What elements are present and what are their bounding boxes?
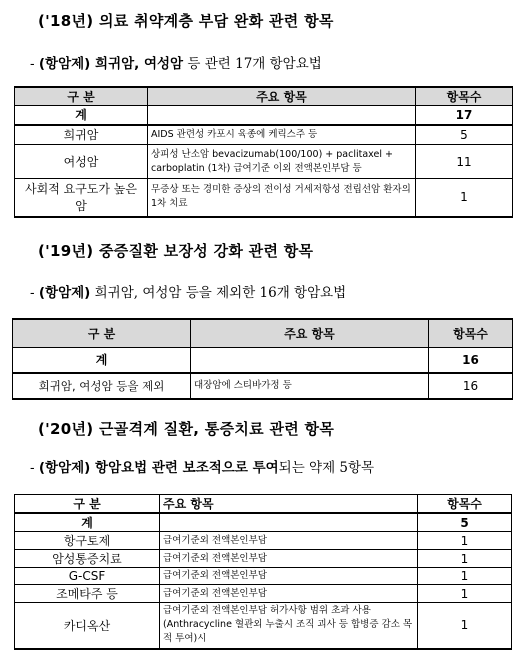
table-row: [15, 532, 512, 550]
total-desc: [160, 513, 418, 532]
total-count: 5: [418, 513, 512, 532]
row-desc: 급여기준외 전액본인부담: [160, 585, 418, 603]
total-row: [15, 513, 512, 532]
table-row: [15, 603, 512, 649]
row-count: 1: [418, 550, 512, 568]
row-label: 조메타주 등: [15, 585, 160, 603]
table-row: [15, 145, 513, 179]
header-category: 구 분: [15, 87, 148, 106]
header-main-items: 주요 항목: [191, 319, 429, 347]
section2-subtitle: - (항암제) 희귀암, 여성암 등을 제외한 16개 항암요법: [30, 285, 347, 301]
row-label: 희귀암: [15, 125, 148, 145]
table-row: [13, 373, 513, 399]
header-count: 항목수: [418, 495, 512, 514]
row-label: G-CSF: [15, 568, 160, 585]
row-count: 1: [418, 603, 512, 649]
section1-title: ('18년) 의료 취약계층 부담 완화 관련 항목: [38, 12, 334, 30]
row-count: 5: [416, 125, 513, 145]
total-row: [15, 106, 513, 125]
row-desc: 급여기준외 전액본인부담 허가사항 범위 초과 사용(Anthracycline 혈관외 누출시 조직 괴사 등 합병증 감소 목적 투여)시: [160, 603, 418, 649]
row-label: 여성암: [15, 145, 148, 179]
row-desc: 급여기준외 전액본인부담: [160, 550, 418, 568]
row-desc: 상피성 난소암 bevacizumab(100/100) + paclitaxel + carboplatin (1차) 급여기준 이외 전액본인부담 등: [148, 145, 416, 179]
row-desc: 급여기준외 전액본인부담: [160, 568, 418, 585]
header-category: 구 분: [15, 495, 160, 514]
section3-subtitle: - (항암제) 항암요법 관련 보조적으로 투여되는 약제 5항목: [30, 460, 375, 476]
table-row: [15, 125, 513, 145]
row-label: 암성통증치료: [15, 550, 160, 568]
section2-table: [12, 318, 513, 400]
table-header-row: [15, 87, 513, 106]
section2-subtitle-bold: (항암제): [38, 285, 91, 301]
table-row: [15, 550, 512, 568]
section1-subtitle-rest: 등 관련 17개 항암요법: [183, 56, 322, 72]
section1-subtitle-bold: (항암제) 희귀암, 여성암: [38, 56, 184, 72]
header-main-items: 주요 항목: [148, 87, 416, 106]
total-count: 17: [416, 106, 513, 125]
row-count: 16: [429, 373, 513, 399]
total-label: 계: [15, 513, 160, 532]
row-count: 1: [418, 532, 512, 550]
section1-table: [14, 86, 513, 218]
row-label: 카디옥산: [15, 603, 160, 649]
table-header-row: [15, 495, 512, 514]
total-label: 계: [13, 347, 191, 373]
section1-subtitle: - (항암제) 희귀암, 여성암 등 관련 17개 항암요법: [30, 56, 322, 72]
table-row: [15, 179, 513, 217]
table-row: [15, 585, 512, 603]
header-count: 항목수: [429, 319, 513, 347]
row-desc: 대장암에 스티바가정 등: [191, 373, 429, 399]
row-label: 희귀암, 여성암 등을 제외: [13, 373, 191, 399]
row-label: 사회적 요구도가 높은 암: [15, 179, 148, 217]
row-desc: AIDS 관련성 카포시 육종에 케릭스주 등: [148, 125, 416, 145]
row-desc: 급여기준외 전액본인부담: [160, 532, 418, 550]
row-count: 1: [418, 568, 512, 585]
section2-title: ('19년) 중증질환 보장성 강화 관련 항목: [38, 242, 314, 260]
total-desc: [148, 106, 416, 125]
section3-title: ('20년) 근골격계 질환, 통증치료 관련 항목: [38, 420, 335, 438]
row-label: 항구토제: [15, 532, 160, 550]
row-count: 1: [416, 179, 513, 217]
row-count: 1: [418, 585, 512, 603]
table-header-row: [13, 319, 513, 347]
section3-table: [14, 494, 512, 650]
total-count: 16: [429, 347, 513, 373]
header-category: 구 분: [13, 319, 191, 347]
header-count: 항목수: [416, 87, 513, 106]
section3-subtitle-rest: 되는 약제 5항목: [278, 460, 375, 476]
total-row: [13, 347, 513, 373]
header-main-items: 주요 항목: [160, 495, 418, 514]
total-desc: [191, 347, 429, 373]
row-count: 11: [416, 145, 513, 179]
row-desc: 무증상 또는 경미한 증상의 전이성 거세저항성 전립선암 환자의 1차 치료: [148, 179, 416, 217]
table-row: [15, 568, 512, 585]
total-label: 계: [15, 106, 148, 125]
section3-subtitle-bold: (항암제) 항암요법 관련 보조적으로 투여: [38, 460, 279, 476]
section2-subtitle-rest: 희귀암, 여성암 등을 제외한 16개 항암요법: [90, 285, 347, 301]
